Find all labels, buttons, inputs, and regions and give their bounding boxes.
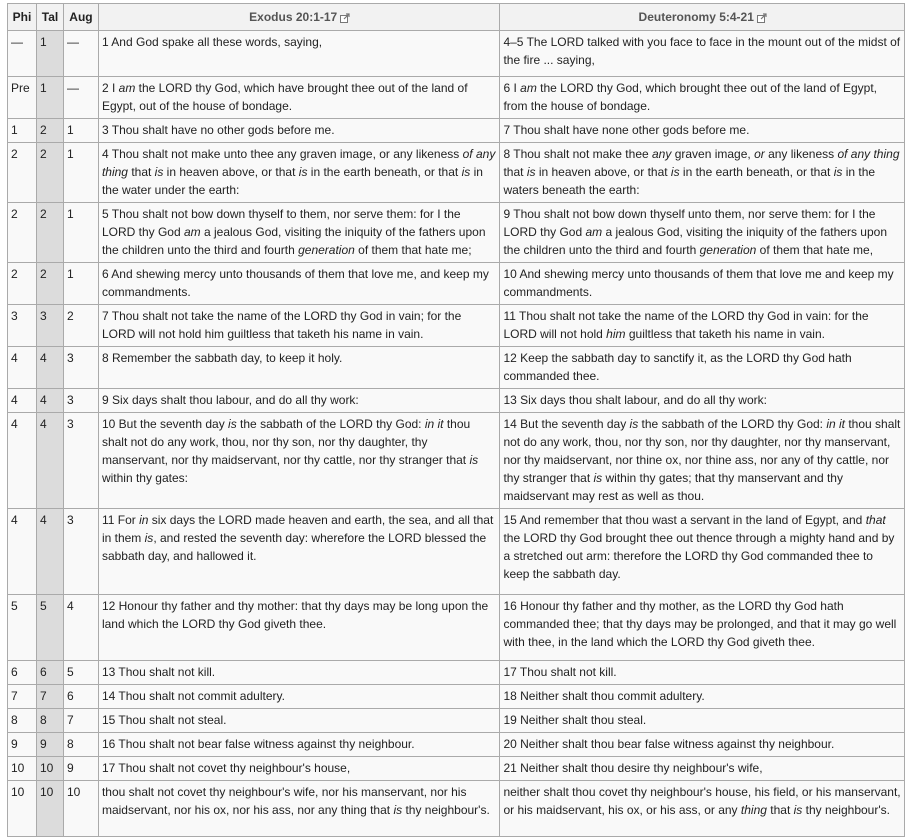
italic-text: in it	[424, 417, 444, 431]
table-row	[8, 413, 905, 509]
verse-text: 9 Thou shalt not bow down thyself unto them, nor serve them: for I the LORD thy God	[503, 207, 876, 239]
verse-text: 17 Thou shalt not kill.	[503, 665, 617, 679]
italic-text: him	[606, 327, 626, 341]
phi-cell: 2	[8, 263, 37, 305]
italic-text: is	[526, 165, 536, 179]
tal-cell: 2	[36, 203, 63, 263]
header-exodus	[98, 4, 500, 31]
table-row	[8, 757, 905, 781]
table-row	[8, 595, 905, 661]
italic-text: am	[585, 225, 603, 239]
aug-cell: 7	[63, 709, 98, 733]
aug-cell: 6	[63, 685, 98, 709]
exodus-verse-cell	[98, 389, 500, 413]
exodus-verse-cell	[98, 119, 500, 143]
italic-text: is	[629, 417, 639, 431]
italic-text: in it	[826, 417, 846, 431]
external-link-icon[interactable]	[340, 13, 349, 22]
verse-text: 16 Honour thy father and thy mother, as the LORD thy God hath commanded thee; that thy days may be prolonged, and that it may go well with thee, in the land which the LORD thy God giveth thee.	[503, 599, 897, 649]
verse-text: 6 I	[503, 81, 521, 95]
deuteronomy-verse-cell	[500, 143, 905, 203]
deuteronomy-verse-cell	[500, 203, 905, 263]
italic-text: any	[652, 147, 672, 161]
verse-text: that	[503, 165, 527, 179]
table-row	[8, 661, 905, 685]
deuteronomy-verse-cell	[500, 305, 905, 347]
verse-text: the LORD thy God brought thee out thence through a mighty hand and by a stretched out arm: therefore the LORD thy God commanded thee to keep the sabbath day.	[503, 531, 895, 581]
header-aug: Aug	[63, 4, 98, 31]
tal-cell: 10	[36, 757, 63, 781]
verse-text: 6 And shewing mercy unto thousands of them that love me, and keep my commandments.	[101, 267, 489, 299]
table-row	[8, 305, 905, 347]
aug-cell: —	[63, 31, 98, 77]
aug-cell: 2	[63, 305, 98, 347]
aug-cell: 10	[63, 781, 98, 837]
verse-text: of them that hate me,	[756, 243, 874, 257]
table-row	[8, 733, 905, 757]
tal-cell: 2	[36, 119, 63, 143]
italic-text: generation	[699, 243, 757, 257]
verse-text: 14 But the seventh day	[503, 417, 630, 431]
verse-text: 11 Thou shalt not take the name of the LORD thy God in vain: for the LORD will not hold	[503, 309, 869, 341]
external-link-icon[interactable]	[757, 13, 766, 22]
deuteronomy-verse-cell	[500, 77, 905, 119]
table-row	[8, 781, 905, 837]
italic-text: is	[833, 165, 843, 179]
verse-text: 4–5 The LORD talked with you face to face in the mount out of the midst of the fire ... saying,	[503, 35, 901, 67]
deuteronomy-verse-cell	[500, 389, 905, 413]
aug-cell: 4	[63, 595, 98, 661]
phi-cell: 8	[8, 709, 37, 733]
verse-text: 5 Thou shalt not bow down thyself to them, nor serve them: for I the LORD thy God	[101, 207, 461, 239]
exodus-verse-cell	[98, 709, 500, 733]
verse-text: 18 Neither shalt thou commit adultery.	[503, 689, 705, 703]
verse-text: 20 Neither shalt thou bear false witness against thy neighbour.	[503, 737, 835, 751]
tal-cell: 3	[36, 305, 63, 347]
header-phi: Phi	[8, 4, 37, 31]
tal-cell: 7	[36, 685, 63, 709]
exodus-verse-cell	[98, 263, 500, 305]
phi-cell: 10	[8, 757, 37, 781]
tal-cell: 4	[36, 389, 63, 413]
deuteronomy-verse-cell	[500, 413, 905, 509]
aug-cell: 1	[63, 203, 98, 263]
verse-text: in heaven above, or that	[535, 165, 671, 179]
italic-text: is	[144, 531, 154, 545]
phi-cell: 7	[8, 685, 37, 709]
italic-text: is	[670, 165, 680, 179]
verse-text: the sabbath of the LORD thy God:	[638, 417, 827, 431]
verse-text: in the water under the earth:	[101, 165, 483, 197]
tal-cell: 4	[36, 509, 63, 595]
verse-text: 8 Remember the sabbath day, to keep it holy.	[101, 351, 343, 365]
verse-text: neither shalt thou covet thy neighbour's house, his field, or his manservant, or his maidservant, his ox, or his ass, or any	[503, 785, 901, 817]
aug-cell: —	[63, 77, 98, 119]
verse-text: thou shalt not do any work, thou, nor thy son, nor thy daughter, thy manservant, nor thy maidservant, nor thy cattle, nor thy stranger that	[101, 417, 471, 467]
verse-text: 17 Thou shalt not covet thy neighbour's house,	[101, 761, 351, 775]
verse-text: guiltless that taketh his name in vain.	[625, 327, 825, 341]
table-row	[8, 119, 905, 143]
exodus-verse-cell	[98, 143, 500, 203]
exodus-verse-cell	[98, 685, 500, 709]
phi-cell: 4	[8, 413, 37, 509]
phi-cell: Pre	[8, 77, 37, 119]
italic-text: am	[183, 225, 201, 239]
table-row	[8, 77, 905, 119]
verse-text: 9 Six days shalt thou labour, and do all thy work:	[101, 393, 359, 407]
deuteronomy-verse-cell	[500, 781, 905, 837]
tal-cell: 5	[36, 595, 63, 661]
italic-text: is	[593, 471, 603, 485]
italic-text: or	[754, 147, 765, 161]
exodus-verse-cell	[98, 305, 500, 347]
phi-cell: 2	[8, 143, 37, 203]
table-row	[8, 685, 905, 709]
tal-cell: 8	[36, 709, 63, 733]
verse-text: 14 Thou shalt not commit adultery.	[101, 689, 285, 703]
verse-text: thou shalt not do any work, thou, nor thy son, nor thy daughter, nor thy manservant, nor thy maidservant, nor thine ox, nor thine ass, nor any of thy cattle, nor thy stranger that	[503, 417, 901, 485]
aug-cell: 9	[63, 757, 98, 781]
exodus-verse-cell	[98, 31, 500, 77]
exodus-link[interactable]: Exodus 20:1-17	[249, 10, 338, 24]
aug-cell: 8	[63, 733, 98, 757]
verse-text: 10 And shewing mercy unto thousands of them that love me and keep my commandments.	[503, 267, 894, 299]
italic-text: of any thing	[837, 147, 900, 161]
deuteronomy-verse-cell	[500, 263, 905, 305]
aug-cell: 3	[63, 389, 98, 413]
verse-text: 7 Thou shalt have none other gods before me.	[503, 123, 750, 137]
phi-cell: 9	[8, 733, 37, 757]
aug-cell: 1	[63, 143, 98, 203]
table-row	[8, 709, 905, 733]
exodus-verse-cell	[98, 733, 500, 757]
verse-text: graven image,	[671, 147, 755, 161]
tal-cell: 6	[36, 661, 63, 685]
header-row	[8, 4, 905, 31]
verse-text: thou shalt not covet thy neighbour's wife, nor his manservant, nor his maidservant, nor his ox, nor his ass, nor any thing that	[101, 785, 467, 817]
verse-text: 12 Honour thy father and thy mother: that thy days may be long upon the land which the LORD thy God giveth thee.	[101, 599, 489, 631]
verse-text: 7 Thou shalt not take the name of the LORD thy God in vain; for the LORD will not hold him guiltless that taketh his name in vain.	[101, 309, 462, 341]
phi-cell: 5	[8, 595, 37, 661]
italic-text: of any thing	[101, 147, 496, 179]
aug-cell: 1	[63, 119, 98, 143]
verse-text: 19 Neither shalt thou steal.	[503, 713, 647, 727]
italic-text: is	[469, 453, 479, 467]
exodus-verse-cell	[98, 595, 500, 661]
tal-cell: 10	[36, 781, 63, 837]
tal-cell: 9	[36, 733, 63, 757]
verse-text: any likeness	[764, 147, 838, 161]
verse-text: 10 But the seventh day	[101, 417, 229, 431]
verse-text: the LORD thy God, which have brought thee out of the land of Egypt, out of the house of bondage.	[101, 81, 468, 113]
deuteronomy-verse-cell	[500, 509, 905, 595]
deuteronomy-verse-cell	[500, 347, 905, 389]
verse-text: thy neighbour's.	[802, 803, 890, 817]
verse-text: 2 I	[101, 81, 119, 95]
verse-text: , and rested the seventh day: wherefore the LORD blessed the sabbath day, and hallowed it.	[101, 531, 487, 563]
verse-text: a jealous God, visiting the iniquity of the fathers upon the children unto the third and fourth	[101, 225, 486, 257]
verse-text: 15 And remember that thou wast a servant in the land of Egypt, and	[503, 513, 866, 527]
aug-cell: 1	[63, 263, 98, 305]
table-row	[8, 143, 905, 203]
phi-cell: —	[8, 31, 37, 77]
verse-text: thy neighbour's.	[402, 803, 490, 817]
verse-text: the sabbath of the LORD thy God:	[236, 417, 425, 431]
verse-text: 4 Thou shalt not make unto thee any graven image, or any likeness	[101, 147, 463, 161]
phi-cell: 3	[8, 305, 37, 347]
exodus-verse-cell	[98, 413, 500, 509]
deuteronomy-verse-cell	[500, 31, 905, 77]
aug-cell: 5	[63, 661, 98, 685]
verse-text: that	[127, 165, 155, 179]
italic-text: generation	[298, 243, 355, 257]
tal-cell: 4	[36, 347, 63, 389]
exodus-verse-cell	[98, 77, 500, 119]
commandments-comparison-table	[7, 3, 905, 837]
tal-cell: 1	[36, 31, 63, 77]
exodus-verse-cell	[98, 203, 500, 263]
aug-cell: 3	[63, 413, 98, 509]
table-row	[8, 263, 905, 305]
tal-cell: 2	[36, 143, 63, 203]
tal-cell: 2	[36, 263, 63, 305]
phi-cell: 10	[8, 781, 37, 837]
verse-text: of them that hate me;	[354, 243, 472, 257]
header-tal: Tal	[36, 4, 63, 31]
deuteronomy-verse-cell	[500, 757, 905, 781]
verse-text: that	[766, 803, 794, 817]
aug-cell: 3	[63, 509, 98, 595]
exodus-verse-cell	[98, 757, 500, 781]
verse-text: 21 Neither shalt thou desire thy neighbour's wife,	[503, 761, 763, 775]
header-deuteronomy	[500, 4, 905, 31]
deuteronomy-verse-cell	[500, 685, 905, 709]
table-row	[8, 347, 905, 389]
italic-text: is	[461, 165, 471, 179]
italic-text: is	[393, 803, 403, 817]
deuteronomy-verse-cell	[500, 661, 905, 685]
verse-text: in the earth beneath, or that	[307, 165, 462, 179]
table-row	[8, 389, 905, 413]
italic-text: am	[118, 81, 136, 95]
verse-text: 8 Thou shalt not make thee	[503, 147, 652, 161]
exodus-verse-cell	[98, 781, 500, 837]
verse-text: within thy gates:	[101, 471, 188, 485]
italic-text: in	[139, 513, 149, 527]
phi-cell: 4	[8, 389, 37, 413]
verse-text: 12 Keep the sabbath day to sanctify it, as the LORD thy God hath commanded thee.	[503, 351, 852, 383]
italic-text: that	[865, 513, 886, 527]
italic-text: am	[520, 81, 537, 95]
verse-text: a jealous God, visiting the iniquity of the fathers upon the children unto the third and fourth	[503, 225, 887, 257]
italic-text: thing	[740, 803, 767, 817]
verse-text: six days the LORD made heaven and earth, the sea, and all that in them	[101, 513, 494, 545]
verse-text: 15 Thou shalt not steal.	[101, 713, 227, 727]
exodus-verse-cell	[98, 509, 500, 595]
phi-cell: 6	[8, 661, 37, 685]
verse-text: 16 Thou shalt not bear false witness against thy neighbour.	[101, 737, 415, 751]
tal-cell: 1	[36, 77, 63, 119]
deuteronomy-verse-cell	[500, 595, 905, 661]
verse-text: 13 Thou shalt not kill.	[101, 665, 216, 679]
verse-text: 3 Thou shalt have no other gods before me.	[101, 123, 335, 137]
italic-text: is	[298, 165, 308, 179]
table-row	[8, 203, 905, 263]
italic-text: is	[793, 803, 803, 817]
phi-cell: 2	[8, 203, 37, 263]
deuteronomy-verse-cell	[500, 119, 905, 143]
tal-cell: 4	[36, 413, 63, 509]
aug-cell: 3	[63, 347, 98, 389]
verse-text: in the earth beneath, or that	[679, 165, 834, 179]
table-body	[8, 31, 905, 837]
phi-cell: 1	[8, 119, 37, 143]
exodus-verse-cell	[98, 347, 500, 389]
verse-text: 1 And God spake all these words, saying,	[101, 35, 323, 49]
verse-text: within thy gates; that thy manservant and thy maidservant may rest as well as thou.	[503, 471, 843, 503]
italic-text: is	[154, 165, 164, 179]
table-row	[8, 31, 905, 77]
table-row	[8, 509, 905, 595]
verse-text: 13 Six days thou shalt labour, and do all thy work:	[503, 393, 767, 407]
italic-text: is	[228, 417, 237, 431]
deuteronomy-verse-cell	[500, 709, 905, 733]
verse-text: 11 For	[101, 513, 140, 527]
deuteronomy-link[interactable]: Deuteronomy 5:4-21	[638, 10, 754, 24]
verse-text: the LORD thy God, which brought thee out of the land of Egypt, from the house of bondage.	[503, 81, 878, 113]
verse-text: in the waters beneath the earth:	[503, 165, 876, 197]
verse-text: in heaven above, or that	[163, 165, 299, 179]
phi-cell: 4	[8, 509, 37, 595]
phi-cell: 4	[8, 347, 37, 389]
deuteronomy-verse-cell	[500, 733, 905, 757]
exodus-verse-cell	[98, 661, 500, 685]
